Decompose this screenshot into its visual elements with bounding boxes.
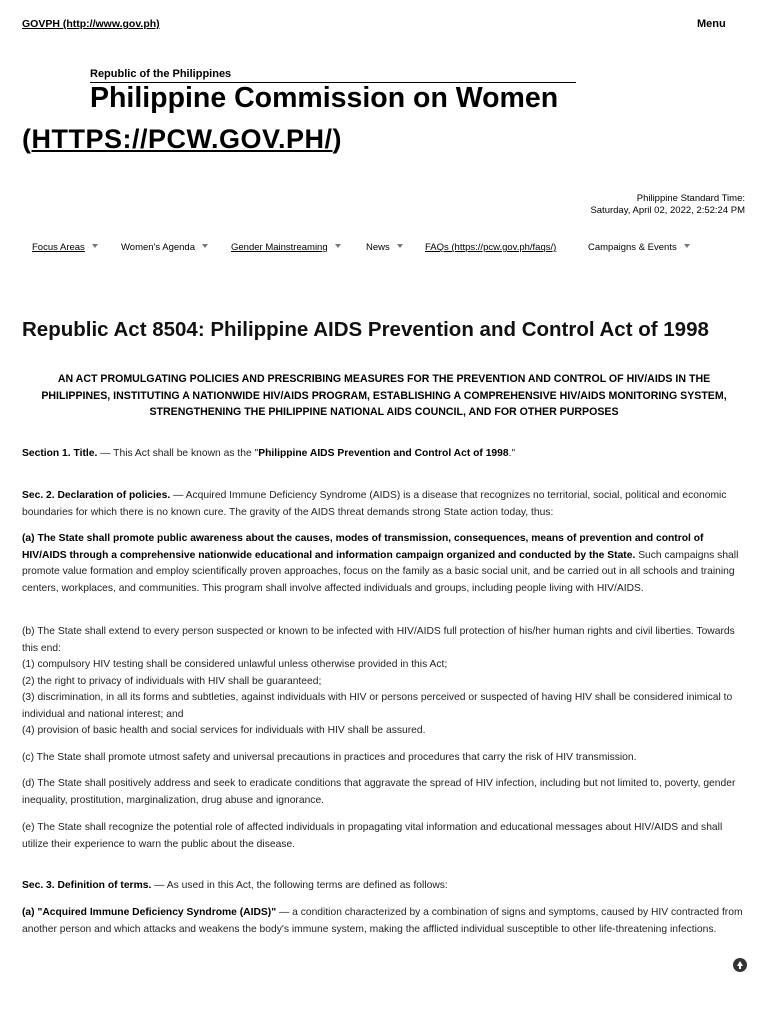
nav-item-womens-agenda[interactable] <box>121 242 208 253</box>
site-url-line <box>22 124 342 155</box>
section-2-b-intro: (b) The State shall extend to every person suspected or known to be infected with HIV/AIDS full protection of his/her human rights and civil liberties. Towards this end: <box>22 626 735 654</box>
site-title: Philippine Commission on Women <box>90 82 559 114</box>
section-2-d: (d) The State shall positively address and seek to eradicate conditions that aggravate the spread of HIV infection, including but not limited to, poverty, gender inequality, prostitution, marginalization, drug abuse and ignorance. <box>22 778 736 806</box>
nav-item-news[interactable] <box>366 242 403 253</box>
caret-down-icon <box>684 244 690 248</box>
nav-item-label: Focus Areas <box>32 242 85 253</box>
nav-item-label: Women's Agenda <box>121 242 195 253</box>
section-1-text-b: ." <box>508 448 516 459</box>
page-title: Republic Act 8504: Philippine AIDS Prevention and Control Act of 1998 <box>22 318 709 341</box>
section-3-heading: Sec. 3. Definition of terms. <box>22 880 152 891</box>
caret-down-icon <box>202 244 208 248</box>
nav-item-label: News <box>366 242 390 253</box>
caret-down-icon <box>335 244 341 248</box>
section-3-text: — As used in this Act, the following terms are defined as follows: <box>151 880 448 891</box>
section-2-a <box>22 531 748 597</box>
caret-down-icon <box>397 244 403 248</box>
url-close-paren: ) <box>332 124 343 154</box>
section-2-intro <box>22 488 748 521</box>
arrow-up-circle-icon[interactable] <box>733 958 747 972</box>
section-2-b-item-2: (2) the right to privacy of individuals with HIV shall be guaranteed; <box>22 675 322 687</box>
section-3-a-bold: (a) "Acquired Immune Deficiency Syndrome (AIDS)" <box>22 907 277 918</box>
nav-item-label: FAQs (https://pcw.gov.ph/faqs/) <box>425 242 557 253</box>
section-2-b-item-4: (4) provision of basic health and social services for individuals with HIV shall be assured. <box>22 725 426 736</box>
section-2-b-item-3: (3) discrimination, in all its forms and subtleties, against individuals with HIV or persons perceived or suspected of having HIV shall be considered inimical to individual and national interest; and <box>22 692 733 720</box>
site-brand <box>90 68 576 113</box>
nav-item-label: Gender Mainstreaming <box>231 242 328 253</box>
pst-datetime: Saturday, April 02, 2022, 2:52:24 PM <box>590 205 745 216</box>
nav-item-campaigns-events[interactable] <box>588 242 690 253</box>
nav-item-gender-mainstreaming[interactable] <box>231 242 341 253</box>
top-bar <box>0 0 768 48</box>
section-2-b-item-1: (1) compulsory HIV testing shall be considered unlawful unless otherwise provided in this Act; <box>22 659 448 670</box>
govph-link[interactable]: GOVPH (http://www.gov.ph) <box>22 18 160 30</box>
menu-button[interactable]: Menu <box>697 18 726 30</box>
act-short-title: Philippine AIDS Prevention and Control Act of 1998 <box>258 448 509 459</box>
section-2-c: (c) The State shall promote utmost safety and universal precautions in practices and procedures that carry the risk of HIV transmission. <box>22 752 637 763</box>
url-open-paren: ( <box>22 124 32 154</box>
nav-item-focus-areas[interactable] <box>32 242 98 253</box>
section-2-a-text: Such campaigns shall promote value formation and employ scientifically proven approaches, focus on the family as a basic social unit, and be carried out in all schools and training centers, workplaces, and communities. This program shall involve affected individuals and groups, including people living with HIV/AIDS. <box>22 549 739 594</box>
section-1 <box>22 446 748 463</box>
philippine-standard-time <box>590 193 745 217</box>
section-2-a-bold: (a) The State shall promote public awareness about the causes, modes of transmission, consequences, means of prevention and control of HIV/AIDS through a comprehensive nationwide educational and information campaign organized and conducted by the State. <box>22 533 704 561</box>
section-3-a <box>22 905 748 938</box>
section-2-b <box>22 624 748 740</box>
section-3-intro <box>22 878 748 895</box>
caret-down-icon <box>92 244 98 248</box>
nav-item-label: Campaigns & Events <box>588 242 677 253</box>
section-1-heading: Section 1. Title. <box>22 448 98 459</box>
act-subtitle: AN ACT PROMULGATING POLICIES AND PRESCRIBING MEASURES FOR THE PREVENTION AND CONTROL OF HIV/AIDS IN THE PHILIPPINES, INSTITUTING A NATIONWIDE HIV/AIDS PROGRAM, ESTABLISHING A COMPREHENSIVE HIV/AIDS MONITORING SYSTEM, STRENGTHENING THE PHILIPPINE NATIONAL AIDS COUNCIL, AND FOR OTHER PURPOSES <box>41 373 727 418</box>
section-2-heading: Sec. 2. Declaration of policies. <box>22 490 171 501</box>
section-1-text-a: — This Act shall be known as the " <box>97 448 259 459</box>
section-3-a-text: — a condition characterized by a combination of signs and symptoms, caused by HIV contracted from another person and which attacks and weakens the body's immune system, making the afflicted individual susceptible to other life-threatening infections. <box>22 907 743 935</box>
section-2-e: (e) The State shall recognize the potential role of affected individuals in propagating vital information and educational messages about HIV/AIDS and shall utilize their experience to warn the public about the disease. <box>22 822 723 850</box>
site-url-link[interactable]: HTTPS://PCW.GOV.PH/ <box>31 124 333 154</box>
section-2-text: — Acquired Immune Deficiency Syndrome (AIDS) is a disease that recognizes no territorial, social, political and economic boundaries for which there is no known cure. The gravity of the AIDS threat demands strong State action today, thus: <box>22 490 727 518</box>
main-nav <box>0 238 768 258</box>
nav-item-faqs[interactable] <box>425 242 556 253</box>
pst-label: Philippine Standard Time: <box>636 193 745 204</box>
republic-label: Republic of the Philippines <box>90 68 576 83</box>
